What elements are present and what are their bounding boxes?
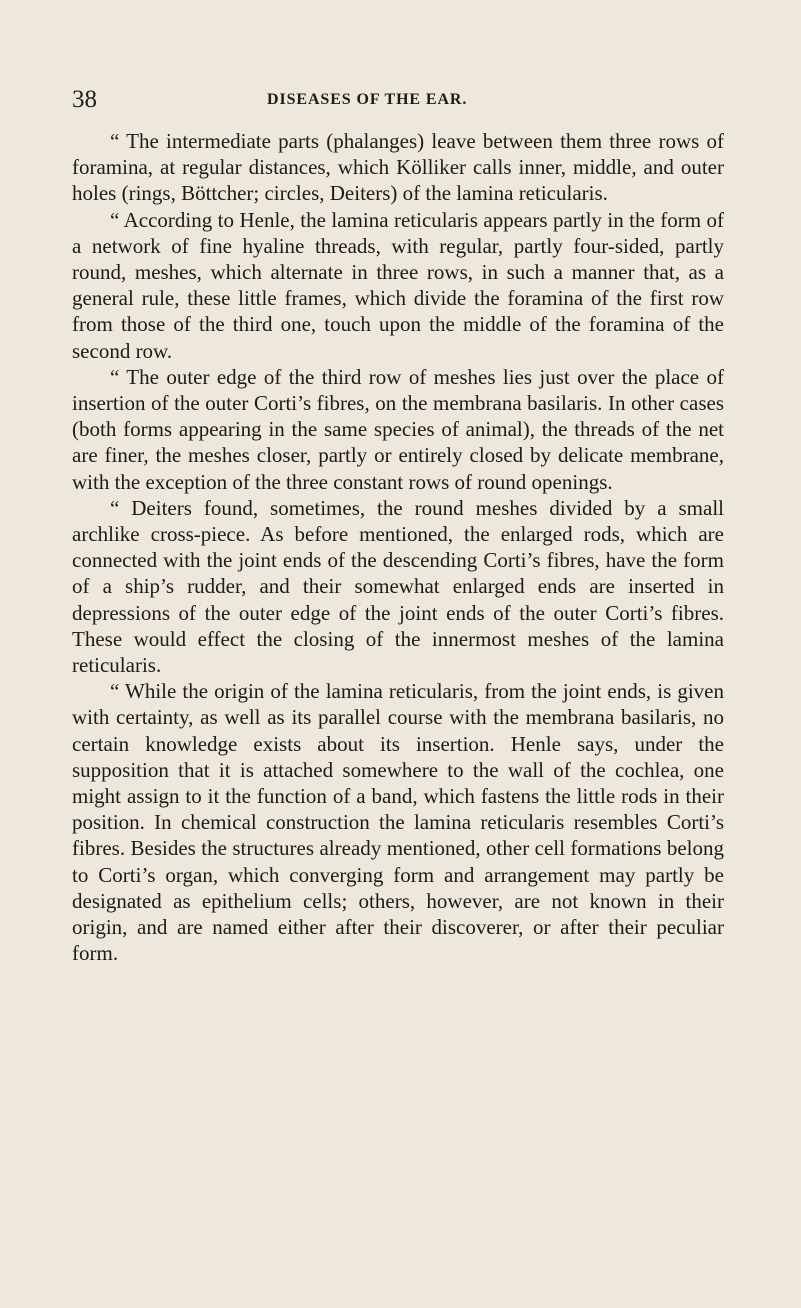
paragraph-phalanges: “ The intermediate parts (phalanges) leave between them three rows of foramina, at regular distances, which Kölliker calls inner, middle, and outer holes (rings, Böttcher; circles, Deiters) of the lamina reticularis. bbox=[72, 129, 724, 206]
page-number: 38 bbox=[72, 86, 97, 113]
paragraph-outer-edge: “ The outer edge of the third row of meshes lies just over the place of insertion of the outer Corti’s fibres, on the membrana basilaris. In other cases (both forms appearing in the same species of animal), the threads of the net are finer, the meshes closer, partly or entirely closed by delicate membrane, with the exception of the three constant rows of round openings. bbox=[72, 364, 724, 494]
paragraph-deiters: “ Deiters found, sometimes, the round meshes divided by a small archlike cross-piece. As before mentioned, the enlarged rods, which are connected with the joint ends of the descending Corti’s fibres, have the form of a ship’s rudder, and their somewhat enlarged ends are inserted in depressions of the outer edge of the joint ends of the outer Corti’s fibres. These would effect the closing of the innermost meshes of the lamina reticularis. bbox=[72, 495, 724, 678]
page-header bbox=[72, 86, 722, 114]
paragraph-henle-network: “ According to Henle, the lamina reticularis appears partly in the form of a network of fine hyaline threads, with regular, partly four-sided, partly round, meshes, which alternate in three rows, in such a manner that, as a general rule, these little frames, which divide the foramina of the first row from those of the third one, touch upon the middle of the foramina of the second row. bbox=[72, 207, 724, 363]
running-head: DISEASES OF THE EAR. bbox=[267, 91, 468, 108]
body-text bbox=[72, 128, 724, 967]
paragraph-origin-insertion: “ While the origin of the lamina reticularis, from the joint ends, is given with certainty, as well as its parallel course with the membrana basilaris, no certain knowledge exists about its insertion. Henle says, under the supposition that it is attached somewhere to the wall of the cochlea, one might assign to it the function of a band, which fastens the little rods in their position. In chemical construction the lamina reticularis resembles Corti’s fibres. Besides the structures already mentioned, other cell formations belong to Corti’s organ, which converging form and arrangement may partly be designated as epithelium cells; others, however, are not known in their origin, and are named either after their discoverer, or after their peculiar form. bbox=[72, 679, 724, 966]
